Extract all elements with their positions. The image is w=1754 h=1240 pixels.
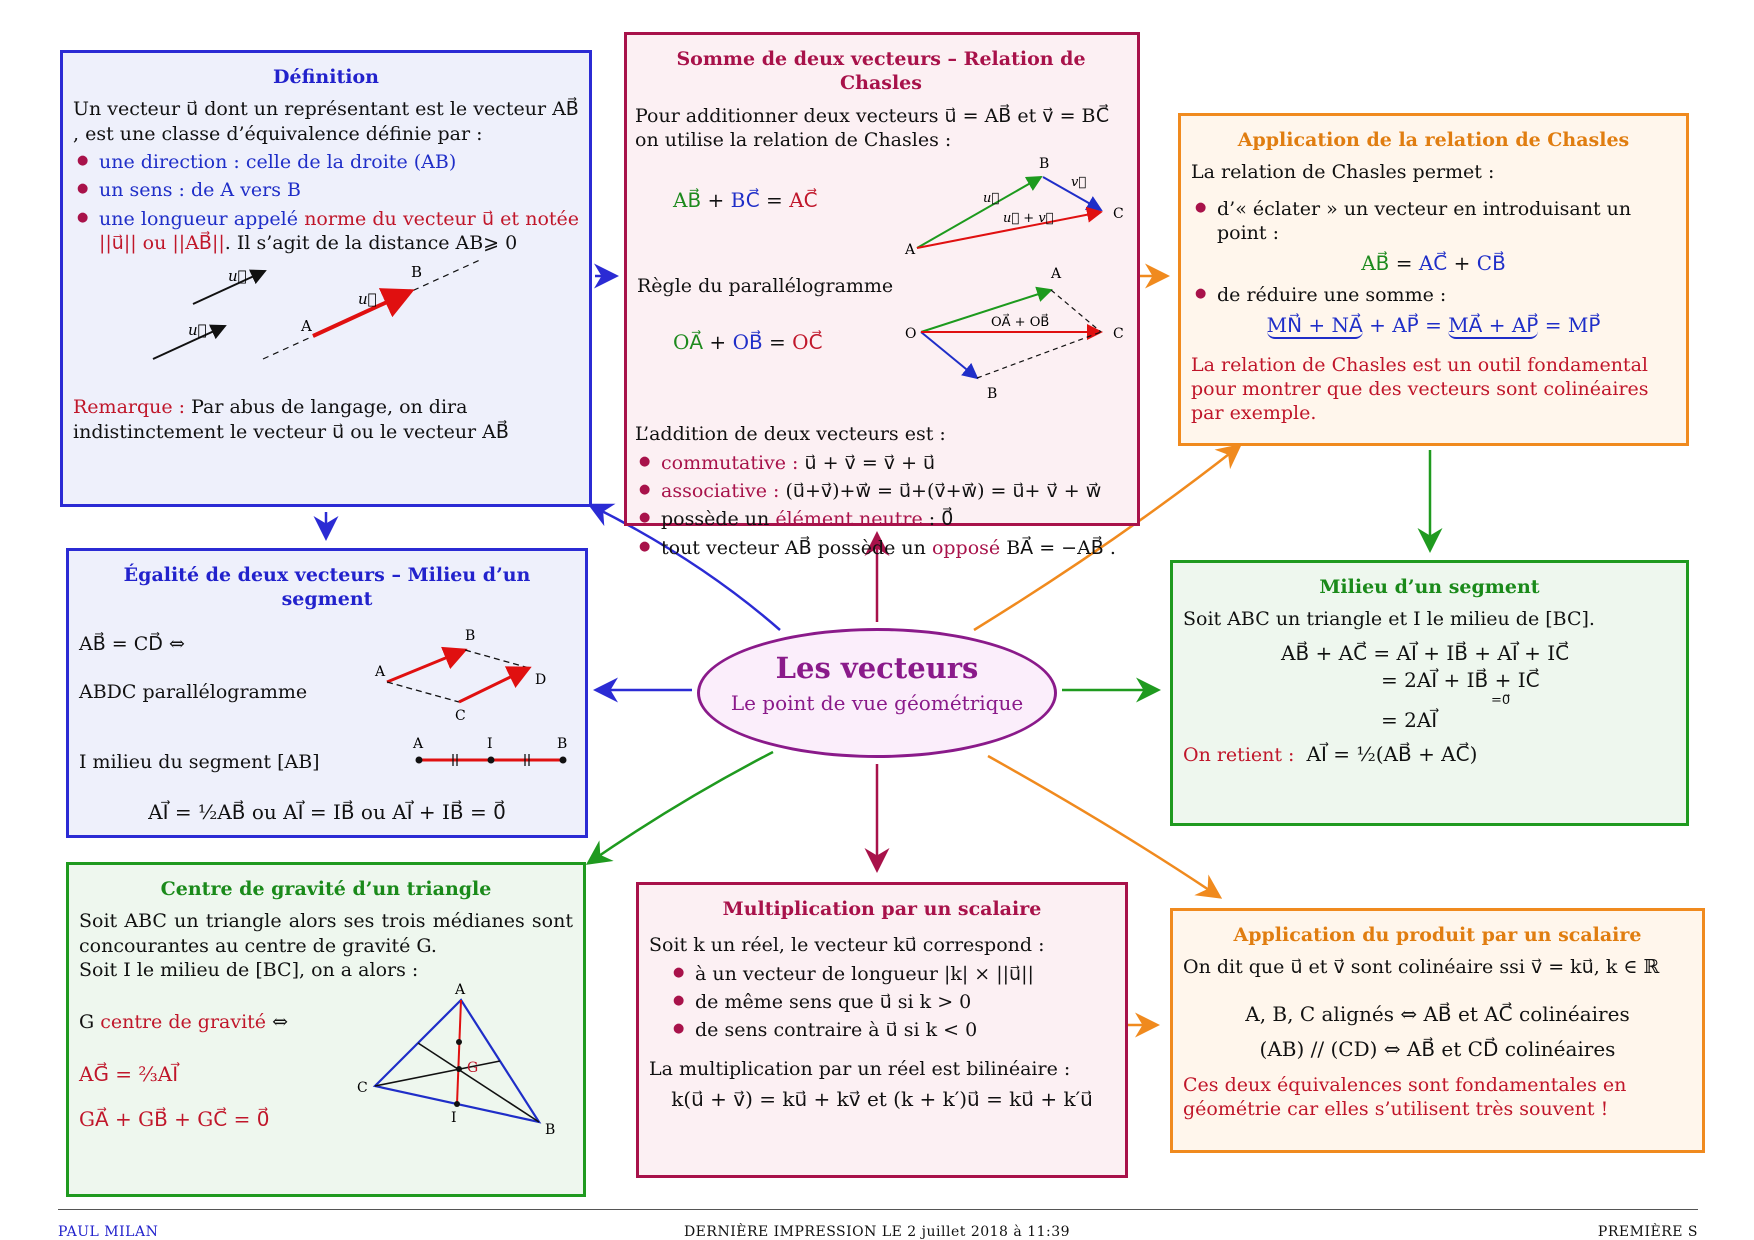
dash-ac	[1051, 290, 1101, 332]
fig-c: C	[1113, 206, 1124, 223]
center-subtitle: Le point de vue géométrique	[730, 691, 1024, 715]
egalite-box	[66, 548, 588, 838]
app-scalaire-l2: (AB) // (CD) ⇔ AB⃗ et CD⃗ colinéaires	[1259, 1037, 1616, 1062]
footer-rule	[58, 1209, 1698, 1210]
app-item-eclater: ● d’« éclater » un vecteur en introduisant un point :	[1217, 197, 1676, 246]
vec-ob	[921, 332, 977, 378]
gravite-f1: AG⃗ = ⅔AI⃗	[79, 1062, 179, 1087]
app-chasles-note: La relation de Chasles est un outil fondamental pour montrer que des vecteurs sont colinéaires par exemple.	[1191, 353, 1649, 425]
median-ai	[457, 1000, 461, 1104]
neutre-lead: possède un	[661, 508, 776, 531]
app-scalaire-box	[1170, 908, 1705, 1153]
vec-cd	[459, 668, 529, 702]
dashed-line	[263, 259, 493, 359]
fig-u: u⃗	[983, 191, 1000, 207]
definition-title: Définition	[273, 66, 379, 88]
prop-oppose	[661, 536, 1127, 560]
para-label: Règle du parallélogramme	[637, 275, 894, 298]
brace-1: MN⃗ + NA⃗	[1266, 313, 1363, 338]
definition-item: ● un sens : de A vers B	[99, 178, 579, 202]
fig-i: I	[487, 735, 493, 752]
f1-ac: AC⃗	[789, 188, 818, 213]
median-b	[418, 1043, 539, 1122]
gravite-box	[66, 862, 586, 1197]
oppose-lead: tout vecteur AB⃗ possède un	[661, 536, 932, 559]
fig-a: A	[375, 663, 386, 680]
gravite-g	[79, 1010, 288, 1034]
remark-lead: Remarque :	[73, 396, 186, 419]
somme-props	[635, 451, 1127, 560]
brace-2: MA⃗ + AP⃗	[1448, 313, 1539, 338]
app-scalaire-intro: On dit que u⃗ et v⃗ sont colinéaire ssi v⃗ = ku⃗, k ∈ ℝ	[1183, 956, 1660, 979]
norme-lead: une longueur appelé	[99, 207, 298, 230]
center-title: Les vecteurs	[775, 651, 979, 685]
scalaire-item: ● à un vecteur de longueur |k| × ||u⃗||	[695, 962, 1115, 986]
f1-ab: AB⃗	[673, 188, 702, 213]
oppose-tail: BA⃗ = −AB⃗ .	[1000, 536, 1116, 559]
f1-bc: BC⃗	[730, 188, 760, 213]
gravite-intro: Soit ABC un triangle alors ses trois médianes sont concourantes au centre de gravité G.	[79, 910, 573, 957]
fig-b: B	[545, 1122, 556, 1139]
scalaire-box	[636, 882, 1128, 1178]
t-mp: MP⃗	[1567, 313, 1601, 338]
norme-red: norme du vecteur u⃗ et notée ||u⃗|| ou ||AB⃗||	[99, 207, 580, 254]
f2-oa: OA⃗	[673, 330, 704, 355]
app-f1-ab: AB⃗	[1361, 251, 1390, 276]
prop-expr: (u⃗+v⃗)+w⃗ = u⃗+(v⃗+w⃗) = u⃗+ v⃗ + w⃗	[785, 479, 1102, 502]
footer-date: DERNIÈRE IMPRESSION LE 2 juillet 2018 à 11:39	[683, 1224, 1071, 1240]
prop-name: commutative :	[661, 451, 799, 474]
fig-b: B	[465, 627, 476, 644]
neutre-red: élément neutre	[775, 508, 923, 531]
app-chasles-box	[1178, 113, 1689, 446]
t-mn: MN⃗	[1266, 313, 1303, 338]
fig-o: O	[905, 326, 917, 343]
chasles-figure	[883, 152, 1143, 422]
t-ma: MA⃗	[1448, 313, 1483, 338]
scalaire-formula: k(u⃗ + v⃗) = ku⃗ + kv⃗ et (k + k′)u⃗ = ku⃗ + k′u⃗	[671, 1086, 1093, 1111]
milieu-l2: = 2AI⃗ + IB⃗ + IC⃗	[1381, 667, 1540, 692]
footer-author: PAUL MILAN	[58, 1224, 159, 1240]
gravite-content	[79, 982, 573, 1182]
fig-v: v⃗	[1071, 175, 1087, 191]
g-lead: G	[79, 1011, 101, 1034]
fig-uv: u⃗ + v⃗	[1003, 211, 1054, 227]
fig-a: A	[905, 242, 916, 259]
scalaire-list	[669, 962, 1115, 1043]
vec-ab	[387, 650, 465, 682]
milieu-box	[1170, 560, 1689, 826]
fig-b2: B	[987, 386, 998, 403]
scalaire-intro: Soit k un réel, le vecteur ku⃗ correspond :	[649, 934, 1045, 957]
milieu-l1: AB⃗ + AC⃗ = AI⃗ + IB⃗ + AI⃗ + IC⃗	[1281, 640, 1570, 665]
t-na: NA⃗	[1331, 313, 1363, 338]
definition-intro: Un vecteur u⃗ dont un représentant est le vecteur AB⃗ , est une classe d’équivalence définie par :	[73, 98, 579, 145]
gravite-intro2: Soit I le milieu de [BC], on a alors :	[79, 958, 419, 981]
fig-d: D	[535, 671, 547, 688]
footer-level: PREMIÈRE S	[1597, 1224, 1698, 1240]
app-f2: MN⃗ + NA⃗ + AP⃗ = MA⃗ + AP⃗ = MP⃗	[1266, 313, 1601, 338]
prop-commutative	[661, 451, 1127, 475]
fig-a: A	[455, 982, 466, 999]
app-item-reduire: ● de réduire une somme :	[1217, 283, 1676, 307]
center-node	[697, 628, 1057, 758]
label-b: B	[411, 263, 423, 282]
somme-box	[624, 32, 1140, 559]
norme-tail: . Il s’agit de la distance AB⩾ 0	[224, 231, 518, 254]
gravite-title: Centre de gravité d’un triangle	[160, 878, 492, 900]
app-chasles-title: Application de la relation de Chasles	[1237, 129, 1630, 151]
f2-oc: OC⃗	[792, 330, 823, 355]
prop-neutre	[661, 507, 1127, 531]
retient-lead: On retient :	[1183, 743, 1295, 766]
egalite-para: ABDC parallélogramme	[79, 680, 308, 703]
app-chasles-list-2	[1191, 283, 1676, 307]
gravite-f2: GA⃗ + GB⃗ + GC⃗ = 0⃗	[79, 1107, 270, 1132]
fig-i: I	[451, 1110, 457, 1127]
fig-b: B	[1039, 156, 1050, 173]
definition-item: ● une direction : celle de la droite (AB)	[99, 150, 579, 174]
app-f1-ac: AC⃗	[1418, 251, 1448, 276]
somme-figures	[635, 152, 1127, 422]
scalaire-item: ● de sens contraire à u⃗ si k < 0	[695, 1018, 1115, 1042]
app-f1-cb: CB⃗	[1476, 251, 1506, 276]
app-scalaire-note: Ces deux équivalences sont fondamentales en géométrie car elles s’utilisent très souvent !	[1183, 1073, 1627, 1121]
fig-a2: A	[1051, 266, 1062, 283]
egalite-title: Égalité de deux vecteurs – Milieu d’un segment	[123, 564, 531, 611]
definition-remark	[73, 395, 579, 444]
chasles-formula: AB⃗ + BC⃗ = AC⃗	[673, 188, 818, 213]
somme-title: Somme de deux vecteurs – Relation de Chasles	[676, 48, 1086, 95]
prop-name: associative :	[661, 479, 780, 502]
point-i	[488, 756, 495, 763]
egalite-content	[79, 620, 575, 800]
dash-bc	[977, 332, 1101, 378]
scalaire-bil: La multiplication par un réel est bilinéaire :	[649, 1057, 1071, 1080]
fig-g: G	[467, 1060, 479, 1077]
egalite-eq: AB⃗ = CD⃗ ⇔	[79, 632, 185, 655]
neutre-tail: : 0⃗	[922, 508, 954, 531]
label-a: A	[301, 317, 312, 336]
app-scalaire-title: Application du produit par un scalaire	[1233, 924, 1642, 946]
app-chasles-intro: La relation de Chasles permet :	[1191, 161, 1495, 184]
milieu-intro: Soit ABC un triangle et I le milieu de [BC].	[1183, 608, 1595, 631]
fig-a2: A	[413, 735, 424, 752]
fig-c2: C	[1113, 326, 1124, 343]
app-chasles-list	[1191, 197, 1676, 246]
milieu-retient	[1183, 742, 1676, 768]
prop-associative	[661, 479, 1127, 503]
point-g	[456, 1066, 462, 1072]
para-formula: OA⃗ + OB⃗ = OC⃗	[673, 330, 823, 355]
u-label-1: u⃗	[228, 267, 247, 286]
point-a	[416, 756, 423, 763]
f2-ob: OB⃗	[732, 330, 763, 355]
point-i	[454, 1101, 460, 1107]
prop-expr: u⃗ + v⃗ = v⃗ + u⃗	[804, 451, 936, 474]
definition-box	[60, 50, 592, 507]
parallelogram-figure	[339, 620, 579, 810]
scalaire-title: Multiplication par un scalaire	[722, 898, 1042, 920]
remark-text: Par abus de langage, on dira indistinctement le vecteur u⃗ ou le vecteur AB⃗	[73, 396, 509, 443]
definition-list	[73, 150, 579, 255]
milieu-l3: = 2AI⃗	[1381, 707, 1438, 732]
egalite-formula: AI⃗ = ½AB⃗ ou AI⃗ = IB⃗ ou AI⃗ + IB⃗ = 0⃗	[148, 799, 506, 824]
point	[456, 1039, 462, 1045]
fig-oaob: OA⃗ + OB⃗	[991, 315, 1050, 331]
app-f1: AB⃗ = AC⃗ + CB⃗	[1361, 251, 1506, 276]
egalite-milieu: I milieu du segment [AB]	[79, 750, 320, 773]
fig-c: C	[455, 707, 466, 724]
dash-ac	[387, 682, 459, 702]
oppose-red: opposé	[931, 536, 1001, 559]
u-label-2: u⃗	[188, 321, 207, 340]
t-ap2: AP⃗	[1511, 313, 1539, 338]
definition-item-norme	[99, 207, 579, 256]
point-b	[560, 756, 567, 763]
dash-bd	[465, 650, 529, 668]
g-tail: ⇔	[266, 1011, 289, 1034]
g-red: centre de gravité	[100, 1011, 267, 1034]
milieu-derivation	[1281, 640, 1676, 734]
triangle-figure	[349, 982, 579, 1172]
t-ap: AP⃗	[1392, 313, 1419, 338]
app-scalaire-l1: A, B, C alignés ⇔ AB⃗ et AC⃗ colinéaires	[1245, 1001, 1630, 1026]
milieu-title: Milieu d’un segment	[1319, 576, 1540, 598]
u-label-3: u⃗	[358, 290, 377, 309]
fig-c: C	[357, 1080, 368, 1097]
arrow-center-to-gravite	[590, 752, 773, 862]
median-c	[375, 1061, 500, 1086]
definition-figure	[73, 259, 583, 389]
add-label: L’addition de deux vecteurs est :	[635, 423, 946, 446]
milieu-l2-under: =0⃗	[1491, 692, 1511, 708]
fig-b2: B	[557, 735, 568, 752]
somme-intro: Pour additionner deux vecteurs u⃗ = AB⃗ et v⃗ = BC⃗ on utilise la relation de Chasles :	[635, 104, 1110, 151]
retient-formula: AI⃗ = ½(AB⃗ + AC⃗)	[1306, 741, 1478, 766]
scalaire-item: ● de même sens que u⃗ si k > 0	[695, 990, 1115, 1014]
